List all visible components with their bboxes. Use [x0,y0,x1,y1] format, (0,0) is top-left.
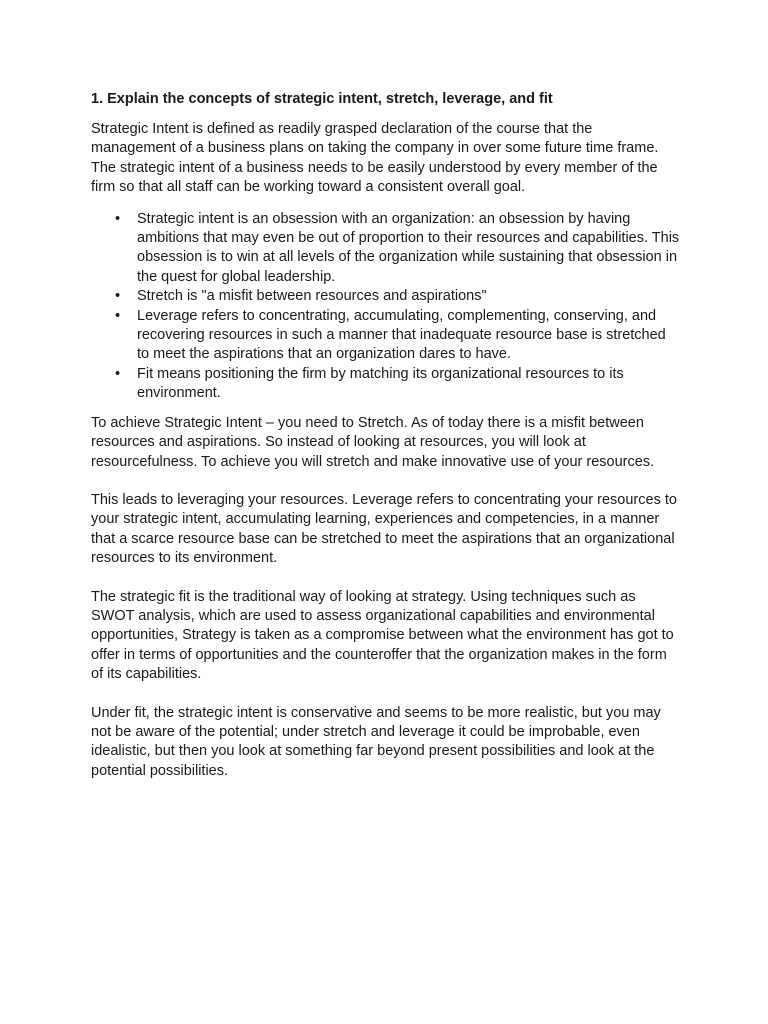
paragraph-stretch: To achieve Strategic Intent – you need to Stretch. As of today there is a misfit between resources and aspirations. So instead of looking at resources, you will look at resourcefulness. To achieve you will stretch and make innovative use of your resources. [91,414,655,470]
bullet-text: Fit means positioning the firm by matching its organizational resources to its environment. [137,365,624,402]
bullet-stretch [91,287,681,306]
bullet-text: Strategic intent is an obsession with an organization: an obsession by having ambitions that may even be out of proportion to their resources and capabilities. This obsession is to win at all levels of the organization while sustaining that obsession in the quest for global leadership. [137,210,680,285]
bullet-dot-icon: • [115,307,121,324]
intro-paragraph: Strategic Intent is defined as readily grasped declaration of the course that the management of a business plans on taking the company in over some future time frame. The strategic intent of a business needs to be easily understood by every member of the firm so that all staff can be working toward a consistent overall goal. [91,121,659,196]
paragraph-strategic-fit: The strategic fit is the traditional way of looking at strategy. Using techniques such as SWOT analysis, which are used to assess organizational capabilities and environmental opportunities, Strategy is taken as a compromise between what the environment has got to offer in terms of opportunities and the counteroffer that the organization makes in the form of its capabilities. [91,588,674,683]
bullet-text: Stretch is "a misfit between resources and aspirations" [137,288,487,305]
bullet-text: Leverage refers to concentrating, accumulating, complementing, conserving, and recovering resources in such a manner that inadequate resource base is stretched to meet the aspirations that an organization dares to have. [137,307,666,363]
question-heading: 1. Explain the concepts of strategic intent, stretch, leverage, and fit [91,91,553,107]
document-page [91,90,681,781]
bullet-leverage [91,307,681,365]
bullet-dot-icon: • [115,288,121,305]
paragraph-conclusion: Under fit, the strategic intent is conservative and seems to be more realistic, but you may not be aware of the potential; under stretch and leverage it could be improbable, even idealistic, but then you look at something far beyond present possibilities and look at the potential possibilities. [91,704,661,779]
bullet-fit [91,365,681,404]
bullet-dot-icon: • [115,365,121,382]
paragraph-leverage: This leads to leveraging your resources. Leverage refers to concentrating your resources to your strategic intent, accumulating learning, experiences and competencies, in a manner that a scarce resource base can be stretched to meet the aspirations that an organizational resources to its environment. [91,491,677,567]
bullet-strategic-intent [91,210,681,288]
concept-bullet-list [91,210,681,404]
bullet-dot-icon: • [115,210,121,227]
